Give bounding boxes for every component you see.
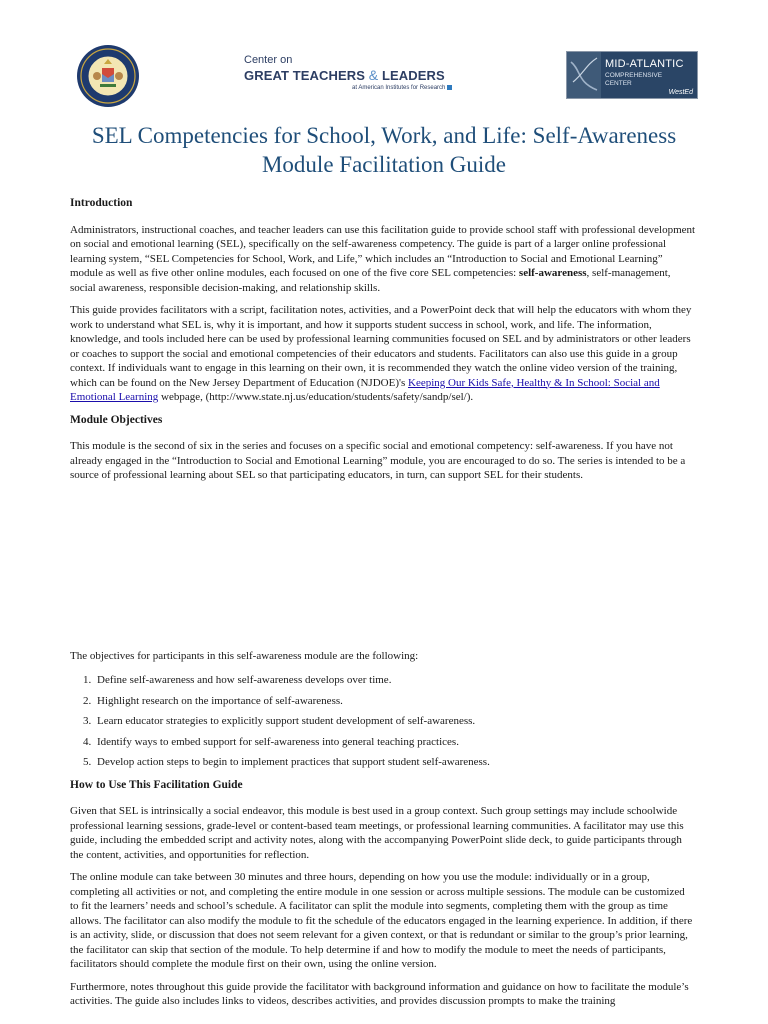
- header-logos: [0, 0, 768, 120]
- how-to-use-paragraph-3: Furthermore, notes throughout this guide provide the facilitator with background information and guidance on how to facilitate the module’s activities. The guide also includes links to videos, describes activities, and provides discussion prompts to make the training: [70, 980, 689, 1007]
- westEd-mark: WestEd: [668, 89, 693, 96]
- objectives-paragraph: This module is the second of six in the series and focuses on a specific social and emotional competency: self-awareness. If you have not already engaged in the “Introduction to Social and Emotional Learning” module, you are encouraged to do so. The series is intended to be a source of professional learning about SEL so that participating educators, in turn, can support SEL for their students.: [70, 440, 686, 481]
- objective-item: 1. Define self-awareness and how self-awareness develops over time.: [94, 673, 696, 688]
- module-objectives-heading: Module Objectives: [70, 413, 163, 426]
- gtl-center-text: Center on: [244, 54, 293, 66]
- mac-swirl-icon: [567, 52, 601, 98]
- how-to-use-heading: How to Use This Facilitation Guide: [70, 778, 243, 791]
- objectives-lead: The objectives for participants in this self-awareness module are the following:: [70, 649, 419, 662]
- page-break-space: [70, 491, 696, 649]
- mac-subtitle: COMPREHENSIVE CENTER: [605, 72, 663, 87]
- how-to-use-paragraph-1: Given that SEL is intrinsically a social endeavor, this module is best used in a group context. Such group settings may include schoolwide professional learning sessions, grade-level or content-based team meetings, or professional learning communities. A facilitator may use this guide, including the embedded script and activity notes, along with the accompanying PowerPoint slide deck, to guide participants through the content, activities, and opportunities for reflection.: [70, 805, 684, 861]
- njdoe-sel-link[interactable]: Keeping Our Kids Safe, Healthy & In School: Social and Emotional Learning: [70, 376, 660, 403]
- nj-department-of-education-seal: [76, 44, 140, 108]
- introduction-heading: Introduction: [70, 197, 133, 209]
- gtl-air-text: at American Institutes for Research: [352, 85, 452, 91]
- document-body: [70, 196, 696, 1017]
- document-title: SEL Competencies for School, Work, and Life: Self-Awareness Module Facilitation Guide: [91, 123, 677, 177]
- introduction-paragraph-1: Administrators, instructional coaches, and teacher leaders can use this facilitation guide to provide school staff with professional development on social and emotional learning (SEL), specifically on the self-awareness competency. The guide is part of a larger online professional learning system, “SEL Competencies for School, Work, and Life,” which includes an “Introduction to Social and Emotional Learning” module as well as five other online modules, each focused on one of the five core SEL competencies: self-awareness, self-management, social awareness, responsible decision-making, and relationship skills.: [70, 223, 696, 294]
- objective-item: 5. Develop action steps to begin to implement practices that support student self-awareness.: [94, 755, 696, 770]
- introduction-paragraph-2: This guide provides facilitators with a script, facilitation notes, activities, and a PowerPoint deck that will help the educators with whom they work to understand what SEL is, why it is important, and how it supports student success in school, work, and life. The information, knowledge, and tools included here can be used by professional learning communities focused on SEL and by administrators or other leaders or coaches to support the social and emotional competencies of their educators and students. Facilitators can also use this guide in a group context. If individuals want to engage in this learning on their own, it is recommended they watch the online video version of the training, which can be found on the New Jersey Department of Education (NJDOE)'s Keeping Our Kids Safe, Healthy & In School: Social and Emotional Learning webpage, (http://www.state.nj.us/education/students/safety/sandp/sel/).: [70, 304, 692, 403]
- objective-item: 3. Learn educator strategies to explicitly support student development of self-awareness.: [94, 714, 696, 729]
- great-teachers-leaders-logo: [244, 54, 474, 98]
- gtl-main-text: GREAT TEACHERS & LEADERS: [244, 67, 445, 83]
- objective-item: 4. Identify ways to embed support for self-awareness into general teaching practices.: [94, 735, 696, 750]
- objective-item: 2. Highlight research on the importance of self-awareness.: [94, 694, 696, 709]
- how-to-use-paragraph-2: The online module can take between 30 minutes and three hours, depending on how you use the module: individually or in a group, completing all activities or not, and completing the entire module in one session or across multiple sessions. The module can be customized to fit the learners’ needs and school’s schedule. A facilitator can split the module into segments, completing them with the group as time allows. The facilitator can also modify the module to fit the schedule of the educators engaged in the learning experience. In addition, if there is an activity, slide, or discussion that does not seem relevant for a given context, or that is redundant or similar to the group’s prior learning, the facilitator can skip that section of the module. To help determine if and how to modify the module to meet the needs of participants, facilitators should complete the module first on their own, using the online version.: [70, 871, 693, 970]
- mac-title: MID-ATLANTIC: [605, 58, 684, 70]
- mid-atlantic-comprehensive-center-logo: [566, 51, 698, 99]
- objectives-list: [70, 673, 696, 770]
